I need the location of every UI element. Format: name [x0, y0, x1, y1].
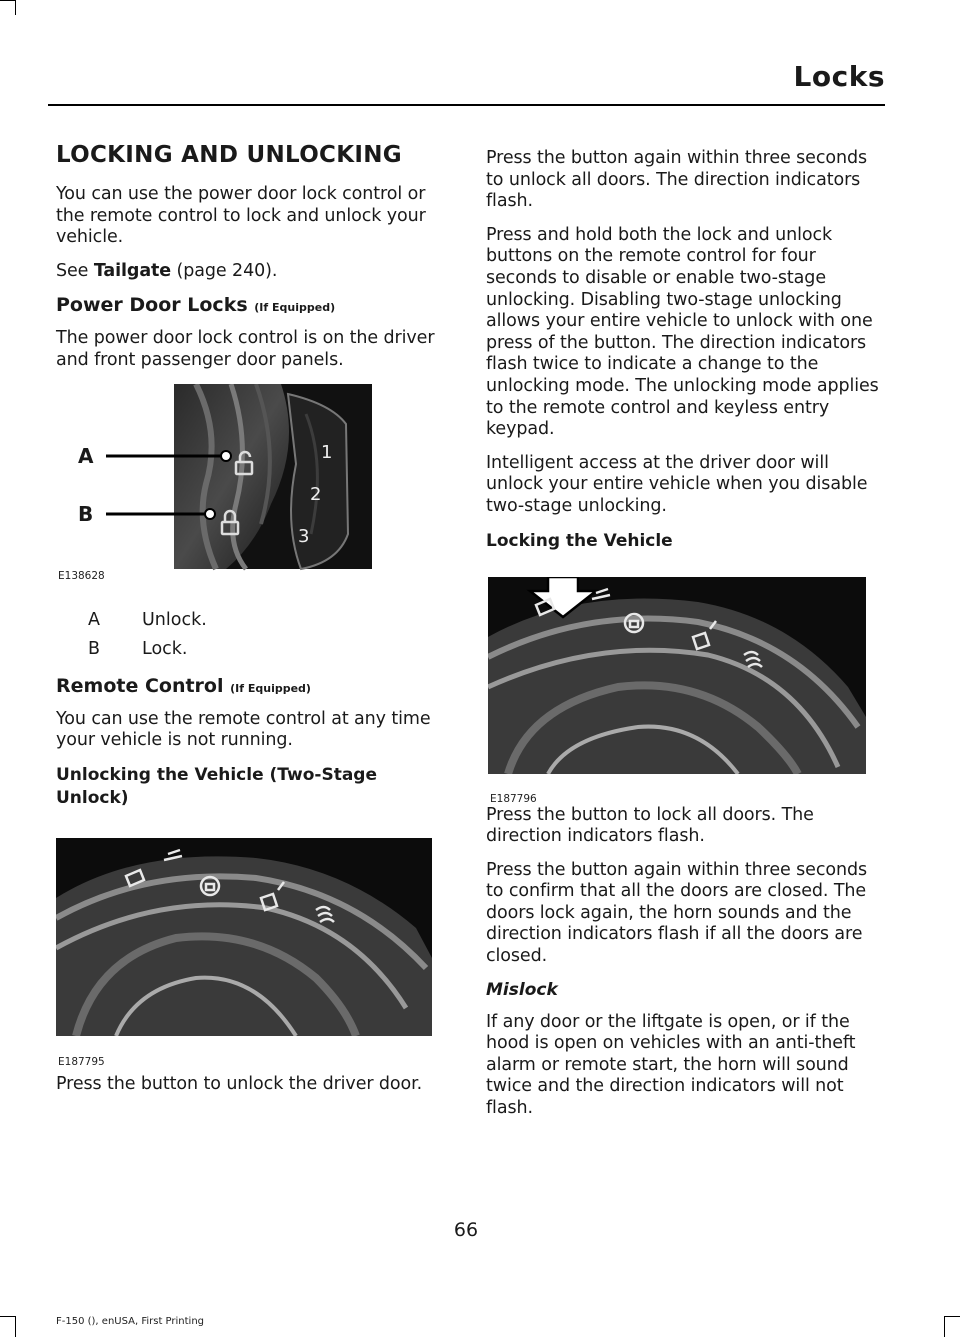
- paragraph-two-stage: Press and hold both the lock and unlock buttons on the remote control for four seconds to disable or enable two-stage unlocking. Disabling two-stage unlocking allows your entire vehicle to unlock with one press of the button. The direction indicators flash twice to indicate a change to the unlocking mode. The unlocking mode applies to the remote control and keyless entry keypad.: [486, 224, 879, 440]
- figure-code: E138628: [58, 569, 105, 582]
- crop-mark: [944, 1316, 945, 1337]
- unlock-instruction: Press the button to unlock the driver door.: [56, 1073, 423, 1094]
- see-prefix: See: [56, 260, 89, 281]
- callout-b: B: [78, 501, 94, 526]
- paragraph-intelligent-access: Intelligent access at the driver door will unlock your entire vehicle when you disable two-stage unlocking.: [486, 452, 868, 516]
- intro-paragraph: You can use the power door lock control or the remote control to lock and unlock your vehicle.: [56, 184, 426, 248]
- header-divider: [48, 104, 885, 106]
- remote-lock-illustration: [488, 577, 866, 774]
- callout-a: A: [78, 443, 94, 468]
- power-heading-text: Power Door Locks: [56, 294, 248, 317]
- figure-remote-lock: [486, 577, 884, 809]
- button-number-3: 3: [298, 525, 310, 547]
- legend-key: B: [88, 639, 101, 660]
- page-header-title: Locks: [793, 60, 885, 93]
- legend-value: Lock.: [142, 639, 188, 660]
- locking-heading: Locking the Vehicle: [486, 530, 673, 551]
- door-lock-switch-illustration: [56, 384, 451, 606]
- equipped-note: (If Equipped): [254, 301, 336, 315]
- remote-heading-text: Remote Control: [56, 674, 224, 697]
- remote-paragraph: You can use the remote control at any time your vehicle is not running.: [56, 708, 431, 751]
- figure-door-lock-switch: [56, 384, 451, 606]
- power-door-paragraph: The power door lock control is on the driver and front passenger door panels.: [56, 328, 435, 370]
- remote-control-heading: [56, 675, 451, 697]
- paragraph-mislock: If any door or the liftgate is open, or if the hood is open on vehicles with an anti-theft alarm or remote start, the horn will sound twice and the direction indicators will not flash.: [486, 1011, 856, 1119]
- mislock-heading: Mislock: [486, 979, 558, 1000]
- legend-key: A: [88, 609, 100, 630]
- equipped-note: (If Equipped): [230, 681, 311, 695]
- left-column: [56, 142, 451, 1108]
- crop-mark: [15, 1316, 16, 1337]
- paragraph-unlock-all: Press the button again within three seconds to unlock all doors. The direction indicators flash.: [486, 148, 867, 212]
- print-info: F-150 (), enUSA, First Printing: [56, 1316, 205, 1327]
- crop-mark: [945, 1316, 960, 1317]
- power-door-locks-heading: [56, 294, 451, 316]
- button-number-1: 1: [321, 441, 333, 463]
- crop-mark: [15, 0, 16, 15]
- page-number: 66: [453, 1219, 479, 1241]
- unlocking-heading: Unlocking the Vehicle (Two-Stage Unlock): [56, 764, 378, 808]
- remote-unlock-illustration: [56, 838, 432, 1036]
- figure-code: E187796: [490, 792, 537, 805]
- button-number-2: 2: [310, 483, 322, 505]
- tailgate-link[interactable]: Tailgate: [93, 260, 172, 281]
- paragraph-lock-all: Press the button to lock all doors. The direction indicators flash.: [486, 804, 814, 847]
- legend-row: [56, 635, 207, 665]
- section-heading: LOCKING AND UNLOCKING: [56, 142, 402, 168]
- crop-mark: [0, 1316, 15, 1317]
- paragraph-confirm-closed: Press the button again within three seconds to confirm that all the doors are closed. The doors lock again, the horn sounds and the direction indicators flash if all the doors are closed.: [486, 859, 867, 967]
- crop-mark: [0, 0, 15, 1]
- legend-table: [56, 606, 207, 665]
- legend-row: [56, 606, 207, 636]
- figure-code: E187795: [58, 1055, 105, 1068]
- figure-remote-unlock: [56, 838, 451, 1078]
- legend-value: Unlock.: [142, 609, 207, 630]
- see-suffix: (page 240).: [176, 260, 278, 281]
- see-reference: [56, 261, 451, 283]
- right-column: [486, 148, 884, 1132]
